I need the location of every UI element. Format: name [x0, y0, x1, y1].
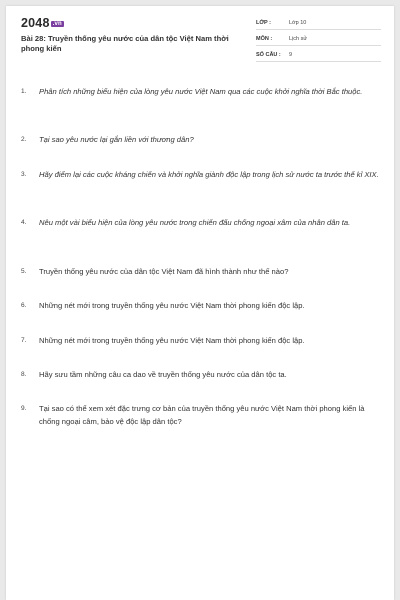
- question-text: Những nét mới trong truyền thống yêu nước Việt Nam thời phong kiến độc lập.: [39, 336, 305, 345]
- worksheet-page: [6, 6, 394, 600]
- meta-row-subject: [256, 30, 381, 46]
- question-text: Tại sao yêu nước lại gắn liền với thương dân?: [39, 135, 194, 144]
- meta-value: Lớp 10: [289, 20, 307, 26]
- logo-text: 2048: [21, 16, 50, 30]
- question-number: 8.: [21, 371, 27, 378]
- question-number: 3.: [21, 171, 27, 178]
- document-title: Bài 28: Truyền thống yêu nước của dân tộc Việt Nam thời phong kiến: [21, 34, 229, 53]
- meta-row-question-count: [256, 46, 381, 62]
- question-number: 5.: [21, 268, 27, 275]
- question-number: 6.: [21, 302, 27, 309]
- question-text: Những nét mới trong truyền thống yêu nước Việt Nam thời phong kiến độc lập.: [39, 301, 305, 310]
- logo-suffix: .vn: [52, 20, 62, 27]
- question-text: Hãy điểm lại các cuộc kháng chiến và khởi nghĩa giành độc lập trong lịch sử nước ta trước thế kỉ XIX.: [39, 170, 379, 179]
- question-number: 4.: [21, 219, 27, 226]
- question-number: 9.: [21, 405, 27, 412]
- site-logo[interactable]: [21, 16, 64, 30]
- question-text: Phân tích những biểu hiện của lòng yêu nước Việt Nam qua các cuộc khởi nghĩa thời Bắc thuộc.: [39, 87, 363, 96]
- question-text: Tại sao có thể xem xét đặc trưng cơ bản của truyền thống yêu nước Việt Nam thời phong kiến là chống ngoại câm, bảo vệ độc lập dân tộc?: [39, 404, 365, 426]
- question-number: 7.: [21, 337, 27, 344]
- meta-key: MÔN :: [256, 36, 273, 42]
- question-text: Truyền thống yêu nước của dân tộc Việt Nam đã hình thành như thế nào?: [39, 267, 289, 276]
- question-text: Hãy sưu tầm những câu ca dao về truyền thống yêu nước của dân tộc ta.: [39, 370, 287, 379]
- question-text: Nêu một vài biểu hiện của lòng yêu nước trong chiến đấu chống ngoại xâm của nhân dân ta.: [39, 218, 351, 227]
- question-number: 2.: [21, 136, 27, 143]
- question-number: 1.: [21, 88, 27, 95]
- meta-value: 9: [289, 52, 293, 58]
- meta-row-class: [256, 14, 381, 30]
- worksheet-header: [6, 6, 394, 62]
- meta-key: SỐ CÂU :: [256, 52, 281, 58]
- meta-table: [256, 14, 381, 62]
- meta-value: Lịch sử: [289, 36, 308, 42]
- meta-key: LỚP :: [256, 20, 271, 26]
